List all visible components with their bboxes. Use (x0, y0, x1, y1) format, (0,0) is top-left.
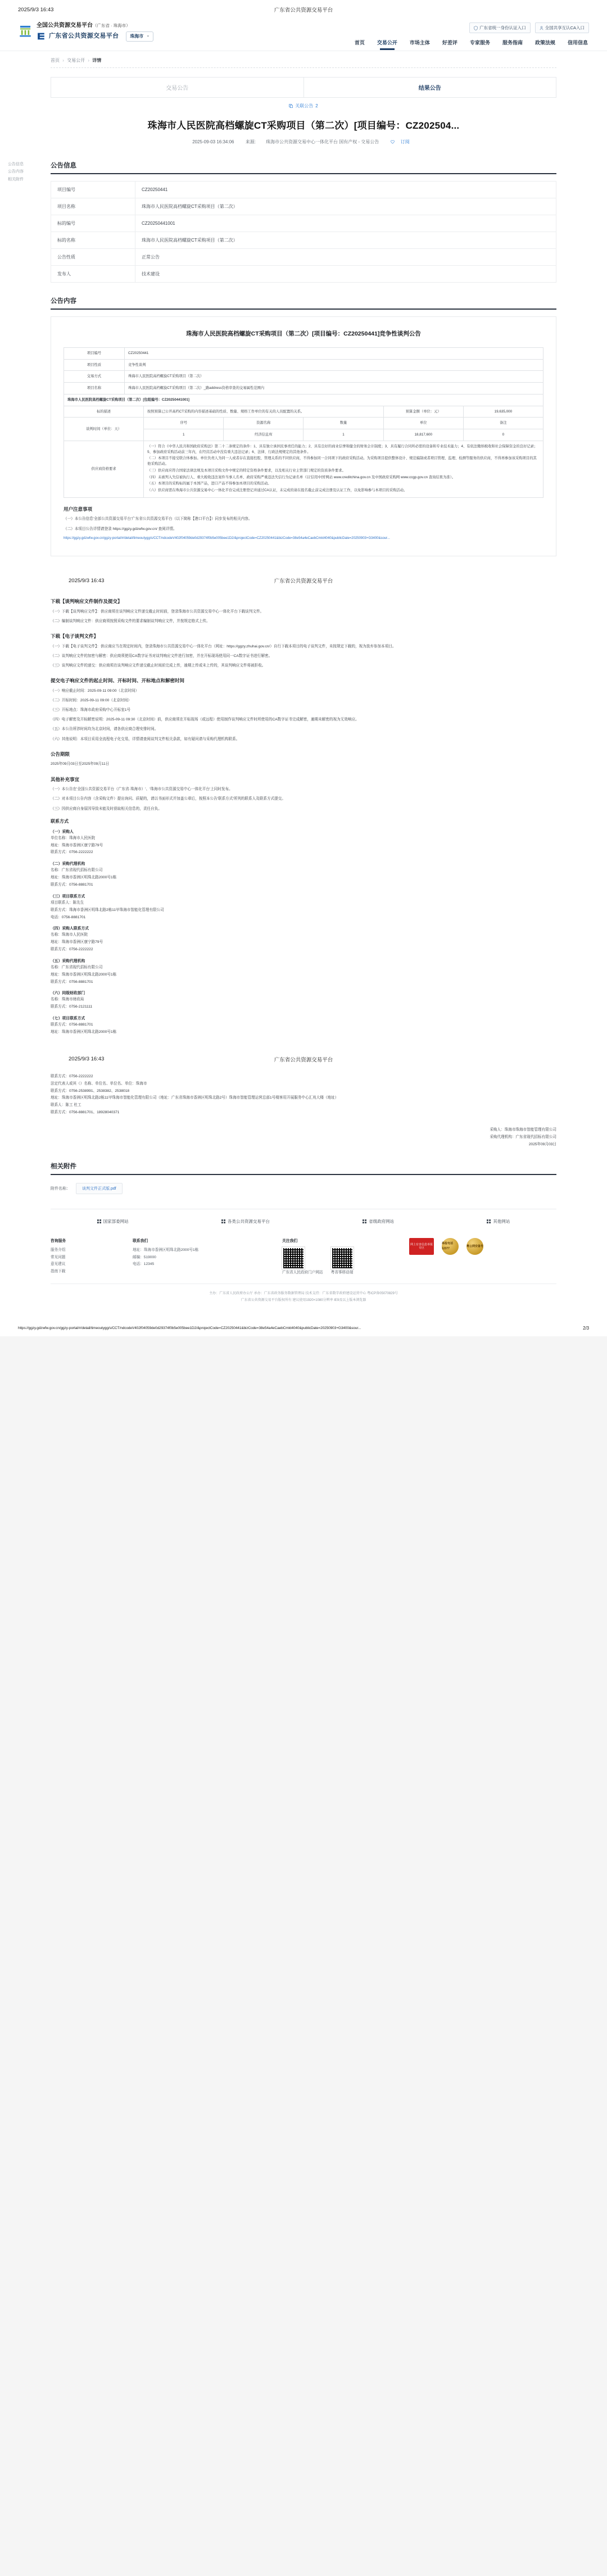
contact-line: 项目联系人：陈先生 (51, 900, 84, 905)
sub-table-label: 谈判时间（单位：天） (64, 418, 144, 441)
footer-link-platforms[interactable] (221, 1218, 270, 1224)
publish-section (51, 751, 556, 768)
ann-value: 珠海市人民医院高档螺旋CT采购项目（第二次）_路address资格审查的交易属性范围内 (125, 383, 543, 394)
footer-col-line[interactable]: 服务介绍 (51, 1248, 66, 1253)
cell: 1 (304, 429, 383, 441)
seal-badge-icon-2 (466, 1238, 483, 1255)
link-copy-icon (289, 104, 293, 108)
related-announcement-count: 2 (315, 103, 318, 108)
download-title-2: 下载【电子谈判文件】 (51, 633, 99, 639)
contact-group (51, 1015, 556, 1036)
heart-icon (391, 140, 395, 144)
contact-group (51, 893, 556, 922)
contact-group-label: （六）同级财政部门 (51, 991, 85, 996)
subscribe-label: 订阅 (400, 139, 410, 144)
qr-code-app (331, 1247, 354, 1269)
announcement-tabs (51, 77, 556, 98)
contact-tail-line: 地址：珠海市香洲区明珠北路2栋11甲珠海市智能化管理有限公司（地址：广东省珠海市香洲区明珠北路2号）珠海市智能管理运营总部1号楼客用开展服务中心汇兆大楼（地址） (51, 1096, 339, 1100)
ann-value: 竞争性谈判 (125, 359, 543, 371)
qr-code-gov (282, 1247, 305, 1269)
other-item: （二）对本项目公告内容（含采购文件）提出询问、质疑的，请以书面形式并加盖公章后，按照本公告'联系方式'所列的联系人及联系方式提交。 (51, 797, 286, 801)
info-key: 发布人 (51, 266, 135, 283)
table-row (64, 418, 543, 429)
table-row (64, 371, 543, 383)
nav-item-guide[interactable]: 服务指南 (502, 40, 523, 46)
section-content-title: 公告内容 (51, 298, 76, 305)
print-title-p2: 广东省公共资源交易平台 (274, 578, 333, 584)
budget-value: 19,635,000 (463, 406, 543, 418)
contact-line: 联系方式：0756-8881701 (51, 1023, 93, 1027)
footer-col-line[interactable]: 常见问题 (51, 1255, 66, 1259)
rule-label: 供应商资格要求 (64, 441, 144, 497)
ann-key: 交易方式 (64, 371, 125, 383)
city-select[interactable] (126, 31, 153, 42)
contact-section (51, 818, 556, 1036)
contact-line: 名称：珠海市财政局 (51, 997, 84, 1002)
rule-p: （五）本项目的采购标的属于本国产品，进口产品不得参加本项目的采购活动。 (147, 482, 271, 486)
info-value: 正常公告 (135, 249, 556, 266)
nav-item-policy[interactable]: 政策法规 (534, 40, 555, 46)
attachment-row (51, 1183, 556, 1194)
footer-legal (51, 1284, 556, 1314)
platform-region: （广东省 · 珠海市） (93, 23, 130, 28)
col-head: 备注 (463, 418, 543, 429)
shield-icon (474, 26, 478, 30)
footer-col-line[interactable]: 意见建议 (51, 1262, 66, 1267)
chevron-down-icon: ⌄ (146, 34, 150, 38)
signature-line: 采购人：珠海市珠海市智能管理有限公司 (490, 1127, 556, 1132)
info-key: 标的编号 (51, 215, 135, 232)
nav-item-market[interactable]: 市场主体 (409, 40, 430, 46)
table-row (64, 406, 543, 418)
announcement-body (51, 316, 556, 556)
cell: 经济信息库 (224, 429, 304, 441)
table-row (51, 215, 556, 232)
contact-line: 地址：珠海市香洲区康宁路79号 (51, 843, 103, 847)
contact-line: 联系方式：0756-8881701 (51, 979, 93, 984)
main-nav (355, 39, 589, 49)
user-notice-item: （一）本公告信息'全部公共资源交易平台'广东省公共资源交易平台（以下简称【港口平台】）同步发布的相关内容。 (64, 517, 252, 521)
table-row (51, 232, 556, 249)
breadcrumb-divider (51, 67, 556, 68)
nav-item-home[interactable]: 首页 (354, 40, 365, 46)
contact-line: 单位名称：珠海市人民医院 (51, 836, 96, 840)
info-value: 技术建设 (135, 266, 556, 283)
footer-legal-line: 广东省公共资源交易平台版权所有 建议使用1920×1080分辨率 IE9及以上版本浏览器 (241, 1298, 366, 1302)
rule-body (144, 441, 543, 497)
attachment-label: 附件名称： (51, 1187, 70, 1191)
info-key: 公告性质 (51, 249, 135, 266)
timing-section (51, 677, 556, 743)
contact-group-label: （五）采购代理机构 (51, 959, 85, 963)
table-row (64, 383, 543, 394)
report-badge-icon[interactable] (409, 1238, 434, 1255)
timing-item: （六）其他说明：本项目采用全流程电子化交易，详情请查阅谈判文件相关条款，如有疑问请与采购代理机构联系。 (51, 737, 240, 741)
download-section-2 (51, 633, 556, 669)
contact-tail-line: 法定代表人或其（）名称、单位名、单位名、单位：珠海市 (51, 1081, 147, 1086)
info-value: 珠海市人民医院高档螺旋CT采购项目（第二次） (135, 232, 556, 249)
city-select-value: 珠海市 (130, 33, 144, 39)
related-announcement-link[interactable] (289, 103, 318, 109)
contact-group (51, 990, 556, 1011)
footer-col-head: 咨询服务 (51, 1239, 66, 1244)
platform-name: 全国公共资源交易平台 (37, 22, 93, 29)
ann-key: 项目编号 (64, 347, 125, 359)
gd-unified-auth-entry-label: 广东省统一身份认证入口 (479, 25, 526, 30)
content-inner (51, 51, 556, 1319)
desc-label: 标的描述 (64, 406, 144, 418)
timing-item: （二）开标时间：2025-09-11 09:00（北京时间） (51, 698, 132, 702)
rail-item-content[interactable]: 公告内容 (8, 170, 24, 174)
footer-col-line[interactable]: 指南下载 (51, 1269, 66, 1273)
grid-icon (487, 1219, 491, 1223)
table-row (51, 266, 556, 283)
announcement-heading: 珠海市人民医院高档螺旋CT采购项目（第二次）[项目编号：CZ20250441]竞争性谈判公告 (186, 330, 421, 337)
print-date: 2025/9/3 16:43 (18, 6, 54, 13)
cell: 1 (144, 429, 224, 441)
section-attach-rule (51, 1174, 556, 1175)
rule-p: （四）未被列入失信被执行人、重大税收违法案件当事人名单、政府采购严重违法失信行为记录名单（以'信用中国'网站 www.creditchina.gov.cn 及中国政府采购网 www.ccgp.gov.cn 查询结果为准）。 (147, 475, 456, 479)
footer-columns (51, 1232, 556, 1283)
breadcrumb-home[interactable]: 首页 (51, 58, 60, 63)
timing-item: （一）响应截止时间：2025-09-11 09:00（北京时间） (51, 688, 139, 693)
download-p: （二）谈判响应文件的加密与解密：供应商须使用CA数字证书对谈判响应文件进行加密，并在开标现场使用同一CA数字证书进行解密。 (51, 654, 273, 658)
subject-line: 珠海市人民医院高档螺旋CT采购项目（第二次）[包组编号：CZ20250441001] (64, 394, 543, 406)
nav-item-credit[interactable]: 信用信息 (567, 40, 588, 46)
info-key: 项目名称 (51, 198, 135, 215)
other-section (51, 776, 556, 813)
national-ca-entry-label: 全国共享互认CA入口 (545, 25, 585, 30)
footer-legal-line: 主办：广东省人民政府办公厅 承办：广东省政务服务数据管理局 技术支持：广东省数字政府建设运营中心 粤ICP备05070829号 (209, 1291, 398, 1295)
download-p: （二）编制谈判响应文件：供应商须按照采购文件的要求编制谈判响应文件，并按规定格式上传。 (51, 619, 210, 623)
info-value: 珠海市人民医院高档螺旋CT采购项目（第二次） (135, 198, 556, 215)
user-notice-url[interactable]: https://ggzy.gdzwfw.gov.cn/ggzy-portal/#/detail/timeoutygg/s/CCT/ndcodeV402f04059de0d29374f0b5e005bee1D2/&projectCode=CZ20250441&bizCode=38e54a4eCaebCmkt4040&publicDate=20250903+G3400&sour... (64, 536, 390, 540)
rule-p: （一）符合《中华人民共和国政府采购法》第二十二条规定的条件：1、具有独立承担民事责任的能力；2、具有良好的商业信誉和健全的财务会计制度；3、具有履行合同所必需的设备和专业技术能力；4、有依法缴纳税收和社会保障资金的良好记录；5、参加政府采购活动前三年内，在经营活动中没有重大违法记录；6、法律、行政法规规定的其他条件。 (147, 444, 538, 454)
national-ca-entry-button[interactable] (535, 22, 589, 33)
breadcrumb-section[interactable]: 交易公开 (67, 58, 85, 63)
breadcrumb (51, 51, 556, 67)
user-notice-block (64, 506, 543, 541)
doc-datetime: 2025-09-03 16:34:06 (192, 139, 234, 144)
contact-group-label: （四）采购人联系方式 (51, 927, 89, 931)
footer-link-label: 其他网站 (493, 1219, 510, 1224)
site-header (0, 19, 607, 49)
grid-icon (221, 1219, 225, 1223)
gd-platform-logo-icon (37, 31, 46, 41)
footer-col-line: 邮编：519000 (133, 1255, 156, 1259)
timing-item: （四）电子解密及开标解密说明：2025-09-11 09:30（北京时间）前，供应商须在开标现场（或远程）使用制作谈判响应文件时所使用的CA数字证书完成解密，逾期未解密的视为无效响应。 (51, 718, 359, 722)
ann-key: 项目名称 (64, 383, 125, 394)
info-value: CZ20250441001 (135, 215, 556, 232)
footer-link-groups (51, 1218, 556, 1232)
announcement-table-basic (64, 347, 543, 394)
entry-buttons (355, 22, 589, 33)
breadcrumb-sep-2: › (88, 58, 90, 63)
budget-label: 预算金额（单位：元） (383, 406, 463, 418)
footer-link-national[interactable] (97, 1218, 129, 1224)
print-header-p2 (51, 571, 556, 590)
print-url: https://ggzy.gdzwfw.gov.cn/ggzy-portal/#/detail/timeoutygg/s/CCT/ndcodeV402f04059de0d29374f0b5e005bee1D2/&projectCode=CZ20250441&bizCode=38e54a4eCaebCmkt4040&publicDate=20250903+G3400&sour... (18, 1326, 361, 1330)
ann-value: 珠海市人民医院高档螺旋CT采购项目（第二次） (125, 371, 543, 383)
section-content (51, 296, 556, 556)
seal-badge-icon (442, 1238, 459, 1255)
contact-tail (51, 1073, 556, 1117)
contact-line: 名称：广东省现代招标有限公司 (51, 868, 103, 873)
left-rail-anchors (8, 161, 24, 183)
doc-source-label: 来源: (245, 139, 256, 144)
timing-item: （三）开标地点：珠海市政府采购中心开标室1号 (51, 708, 131, 713)
publish-text: 2025年09月03日至2025年09月11日 (51, 762, 110, 767)
footer-link-label: 各类公共资源交易平台 (227, 1219, 270, 1224)
footer-link-label: 省级政府网站 (369, 1219, 395, 1224)
attachment-file-link[interactable]: 谈判文件正式版.pdf (76, 1183, 123, 1194)
print-page-number: 2/3 (583, 1325, 589, 1331)
tab-result-announcement[interactable]: 结果公告 (304, 78, 556, 97)
footer-link-provincial[interactable] (363, 1218, 394, 1224)
table-row (64, 359, 543, 371)
nav-item-expert[interactable]: 专家服务 (469, 40, 490, 46)
col-head: 序号 (144, 418, 224, 429)
contact-line: 联系方式：珠海市香洲区明珠北路2栋11甲珠海市智能化管理有限公司 (51, 908, 164, 912)
footer-qr-row (282, 1247, 395, 1277)
nav-item-trade-open[interactable]: 交易公开 (377, 39, 397, 49)
contact-line: 地址：珠海市香洲区康宁路79号 (51, 940, 103, 945)
section-attachments (51, 1162, 556, 1194)
print-header-p3 (51, 1050, 556, 1069)
site-footer (51, 1209, 556, 1319)
table-row (64, 347, 543, 359)
ann-key: 项目性质 (64, 359, 125, 371)
ann-value: CZ20250441 (125, 347, 543, 359)
contact-group-label: （七）项目联系方式 (51, 1017, 85, 1021)
contact-title: 联系方式 (51, 818, 69, 824)
footer-link-other[interactable] (487, 1218, 510, 1224)
info-key: 标的名称 (51, 232, 135, 249)
national-platform-logo-icon (18, 24, 33, 38)
col-head: 资源名称 (224, 418, 304, 429)
info-value: CZ20250441 (135, 182, 556, 198)
print-title-p3: 广东省公共资源交易平台 (274, 1056, 333, 1063)
footer-col-line: 粤公网安备号 (466, 1244, 484, 1248)
contact-tail-line: 联系方式：0756-2222222 (51, 1074, 93, 1078)
grid-icon (363, 1219, 366, 1223)
contact-line: 联系方式：0756-2121111 (51, 1005, 93, 1009)
publish-title: 公告期限 (51, 751, 70, 757)
footer-col-service (51, 1238, 118, 1275)
related-announcement-label: 关联公告 (295, 103, 314, 108)
col-head: 数量 (304, 418, 383, 429)
contact-group (51, 860, 556, 889)
contact-group (51, 828, 556, 857)
footer-link-label: 国家部委网站 (103, 1219, 129, 1224)
contact-tail-line: 联系方式：0756-8881701、18928040371 (51, 1110, 120, 1115)
download-p: （一）下载【电子谈判文件】：供应商应当在规定时间内，登录珠海市公共资源交易中心一体化平台（网址：https://ggzy.zhuhai.gov.cn/）自行下载本项目的电子谈判文件，未按规定下载的，视为放弃参加本项目。 (51, 644, 396, 648)
cell: 0 (463, 429, 543, 441)
footer-col-contact (133, 1238, 268, 1268)
download-title-1: 下载【谈判响应文件制作及提交】 (51, 598, 123, 604)
print-footer (0, 1319, 607, 1336)
gd-platform-name: 广东省公共资源交易平台 (49, 32, 119, 39)
rail-item-info[interactable]: 公告信息 (8, 162, 24, 166)
contact-line: 名称：广东省现代招标有限公司 (51, 965, 103, 969)
breadcrumb-sep-1: › (62, 58, 64, 63)
user-notice-item: （二）本项目公告详情请登录 https://ggzy.gdzwfw.gov.cn/ 查阅详情。 (64, 527, 177, 531)
footer-col-line: 粤省事移动端 (330, 1271, 354, 1275)
section-content-rule (51, 309, 556, 310)
table-row (64, 394, 543, 406)
contact-tail-line: 联系方式：0756-2538991、2538382、2538018 (51, 1089, 130, 1093)
related-announcement-row (51, 98, 556, 112)
desc-text: 按照预算已公开高档CT采购的内容描述基础的性质、数量、规格工作单位的有关的人员配置的关系。 (144, 406, 383, 418)
footer-col-follow (282, 1238, 395, 1276)
download-section-1 (51, 598, 556, 625)
table-row (64, 441, 543, 497)
footer-col-report (409, 1238, 516, 1255)
footer-badge-row (409, 1238, 516, 1255)
cell: 18,817,600 (383, 429, 463, 441)
info-table (51, 181, 556, 283)
content-wrap (0, 51, 607, 1319)
signature-line: 2025年09月03日 (528, 1142, 556, 1146)
rail-item-attach[interactable]: 相关附件 (8, 177, 24, 182)
info-key: 项目编号 (51, 182, 135, 198)
grid-icon (97, 1219, 101, 1223)
timing-item: （五）本公告所涉时间均为北京时间，请各供应商合理安排时间。 (51, 727, 158, 732)
footer-col-head: 网上有害信息举报专区 (410, 1242, 433, 1250)
download-p: （三）谈判响应文件的递交：供应商须在谈判响应文件递交截止时间前完成上传，逾期上传或未上传的，其谈判响应文件将被拒收。 (51, 663, 266, 668)
doc-meta (51, 133, 556, 147)
brand[interactable] (18, 22, 153, 42)
subscribe-button[interactable] (391, 139, 415, 144)
other-title: 其他补充事宜 (51, 776, 80, 782)
table-row (51, 249, 556, 266)
footer-col-head: 关注我们 (282, 1239, 298, 1244)
contact-line: 联系方式：0756-2222222 (51, 947, 93, 952)
contact-group (51, 958, 556, 986)
rule-p: （三）供应商应符合国家法律法规及本项目采购文件中规定的特定资格条件要求，以及相关行业主管部门规定的资质条件要求。 (147, 468, 346, 473)
table-row (51, 198, 556, 215)
footer-col-head: 联系我们 (133, 1239, 148, 1244)
contact-line: 联系方式：0756-8881701 (51, 883, 93, 887)
user-key-icon (540, 26, 543, 30)
user-notice-title: 用户注意事项 (64, 506, 93, 512)
print-title: 广东省公共资源交易平台 (274, 7, 333, 13)
table-row (51, 182, 556, 198)
footer-col-line: 电话：12345 (133, 1262, 155, 1267)
print-date-p2: 2025/9/3 16:43 (69, 577, 105, 584)
timing-title: 提交电子响应文件的起止时间、开标时间、开标地点和解密时间 (51, 678, 185, 684)
nav-item-rating[interactable]: 好差评 (442, 40, 457, 46)
signature-block (51, 1127, 556, 1149)
breadcrumb-current: 详情 (92, 58, 102, 63)
contact-tail-line: 联系人：陈工 杜工 (51, 1103, 81, 1108)
contact-group-label: （一）采购人 (51, 829, 74, 834)
announcement-table-subject (64, 394, 543, 498)
other-item: （一）本公告在'全国公共资源交易平台（广东省·珠海市）'、'珠海市公共资源交易中心一体化平台'上同时发布。 (51, 787, 233, 792)
contact-line: 名称：珠海市人民医院 (51, 933, 88, 937)
print-date-p3: 2025/9/3 16:43 (69, 1056, 105, 1063)
contact-group-label: （三）项目联系方式 (51, 894, 85, 899)
contact-line: 地址：珠海市香洲区明珠北路2000号1栋 (51, 876, 117, 880)
section-info (51, 161, 556, 283)
doc-source: 珠海市公共资源交易中心一体化平台 国有产权 - 交易公告 (265, 139, 379, 144)
section-info-rule (51, 173, 556, 174)
section-info-title: 公告信息 (51, 162, 76, 169)
contact-line: 联系方式：0756-2222222 (51, 850, 93, 855)
download-p: （一）下载【谈判响应文件】：供应商须在谈判响应文件递交截止时间前，登录珠海市公共资源交易中心一体化平台下载谈判文件。 (51, 609, 264, 614)
contact-line: 地址：珠海市香洲区明珠北路2000号1栋 (51, 1030, 117, 1034)
contact-line: 电话：0756-8881701 (51, 915, 86, 919)
print-header (0, 0, 607, 19)
gd-unified-auth-entry-button[interactable] (469, 22, 531, 33)
page-title: 珠海市人民医院高档螺旋CT采购项目（第二次）[项目编号：CZ202504... (147, 120, 460, 131)
col-head: 单位 (383, 418, 463, 429)
footer-col-line: 广东省人民政府门户网站 (282, 1271, 323, 1275)
rule-p: （六）供应商需在珠海市公共资源交易中心一体化平台完成注册登记并通过CA认证，未完成的请在报名截止前完成注册及认证工作，以免影响参与本项目的采购活动。 (147, 488, 407, 493)
contact-group-label: （二）采购代理机构 (51, 862, 85, 867)
contact-group (51, 925, 556, 954)
signature-line: 采购代理机构：广东省现代招标有限公司 (490, 1135, 556, 1139)
footer-col-line: 举报电话12377 (442, 1241, 454, 1251)
tab-trade-announcement[interactable]: 交易公告 (166, 85, 189, 92)
section-attach-title: 相关附件 (51, 1163, 76, 1171)
contact-line: 地址：珠海市香洲区明珠北路2000号1栋 (51, 972, 117, 977)
footer-col-line: 地址：珠海市香洲区明珠北路2000号1栋 (133, 1248, 199, 1253)
other-item: （三）因供应商自身原因导致未能及时获取相关信息的，责任自负。 (51, 806, 162, 811)
rule-p: （二）本项目不接受联合体参加。单位负责人为同一人或者存在直接控股、管理关系的不同供应商，不得参加同一合同项下的政府采购活动。为采购项目提供整体设计、规范编制或者项目管理、监理、检测等服务的供应商，不得再参加该采购项目的其他采购活动。 (147, 456, 537, 466)
header-right (355, 22, 589, 49)
